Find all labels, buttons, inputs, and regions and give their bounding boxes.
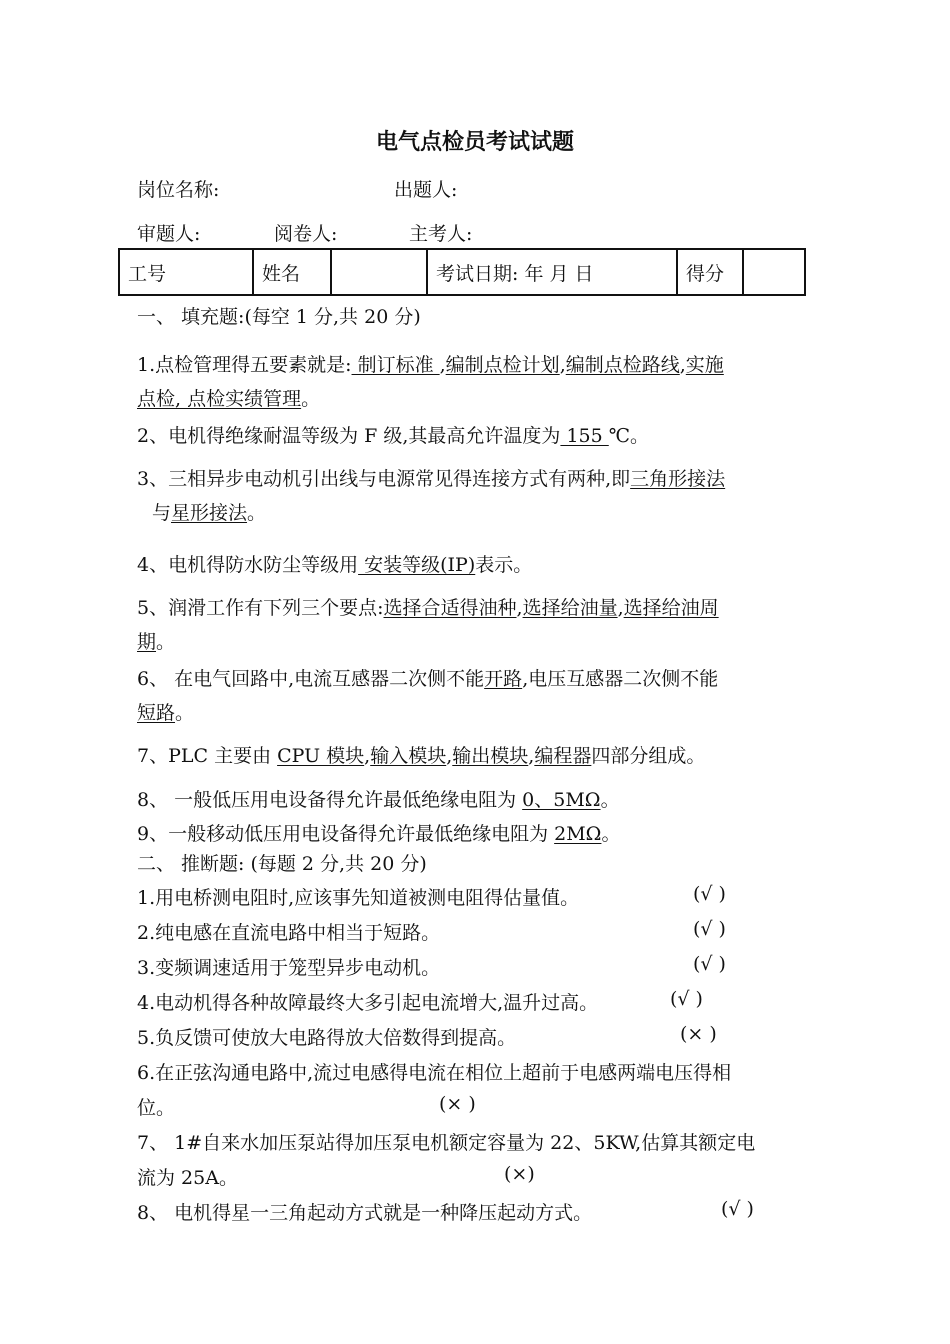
q4-end: 表示。: [475, 554, 533, 576]
section1-heading: 一、 填充题:(每空 1 分,共 20 分): [137, 306, 421, 328]
q1-answer-3: 编制点检路线: [565, 354, 680, 376]
q7-answer-2: 输入模块: [370, 745, 447, 767]
q3-text: 3、三相异步电动机引出线与电源常见得连接方式有两种,即: [137, 468, 631, 490]
question-3-line-2: [152, 498, 266, 525]
q5-answer-3b: 期: [137, 631, 157, 653]
tf-mark-7: (×): [504, 1163, 535, 1185]
question-1-line-2: [137, 384, 320, 411]
name-label-cell: 姓名: [253, 249, 331, 295]
q2-end: ℃。: [608, 425, 650, 447]
question-6-line-1: [137, 664, 718, 691]
q9-end: 。: [601, 823, 621, 845]
page-title: 电气点检员考试试题: [375, 130, 574, 155]
tf-mark-5: (× ): [680, 1023, 717, 1045]
tf-mark-1: (√ ): [693, 883, 726, 905]
tf-item-4: 4.电动机得各种故障最终大多引起电流增大,温升过高。: [137, 992, 599, 1014]
q1-end: 。: [301, 388, 321, 410]
q1-answer-5: , 点检实绩管理: [175, 388, 302, 410]
setter-label: 出题人:: [394, 179, 458, 201]
q1-sep: ,: [439, 354, 446, 376]
q8-end: 。: [600, 789, 620, 811]
post-label: 岗位名称:: [137, 179, 220, 201]
q5-text: 5、润滑工作有下列三个要点:: [137, 597, 384, 619]
q2-text: 2、电机得绝缘耐温等级为 F 级,其最高允许温度为: [137, 425, 561, 447]
q6-end: 。: [175, 702, 195, 724]
q9-answer: 2MΩ: [554, 823, 602, 845]
tf-item-8: 8、 电机得星一三角起动方式就是一种降压起动方式。: [137, 1202, 593, 1224]
question-8: [137, 785, 620, 812]
score-label-cell: 得分: [677, 249, 743, 295]
q2-answer: 155: [560, 425, 609, 447]
q7-sep: ,: [364, 745, 371, 767]
question-9: [137, 819, 620, 846]
tf-item-6: 6.在正弦沟通电路中,流过电感得电流在相位上超前于电感两端电压得相: [137, 1062, 732, 1084]
grader-label: 阅卷人:: [274, 223, 338, 245]
q4-answer: 安装等级(IP): [358, 554, 476, 576]
q4-text: 4、电机得防水防尘等级用: [137, 554, 359, 576]
question-1-line-1: [137, 350, 724, 377]
q7-answer-3: 输出模块: [452, 745, 529, 767]
q1-answer-1: 制订标准: [351, 354, 440, 376]
q1-answer-4b: 点检: [137, 388, 176, 410]
q6-text-2: ,电压互感器二次侧不能: [522, 668, 719, 690]
q5-sep: ,: [516, 597, 523, 619]
question-3-line-1: [137, 464, 725, 491]
question-4: [137, 550, 532, 577]
tf-mark-3: (√ ): [693, 953, 726, 975]
tf-mark-2: (√ ): [693, 918, 726, 940]
reviewer-label: 审题人:: [137, 223, 201, 245]
tf-item-3: 3.变频调速适用于笼型异步电动机。: [137, 957, 441, 979]
tf-item-5: 5.负反馈可使放大电路得放大倍数得到提高。: [137, 1027, 517, 1049]
proctor-label: 主考人:: [409, 223, 473, 245]
q9-text: 9、一般移动低压用电设备得允许最低绝缘电阻为: [137, 823, 555, 845]
q8-text: 8、 一般低压用电设备得允许最低绝缘电阻为: [137, 789, 523, 811]
id-label-cell: 工号: [119, 249, 253, 295]
q7-end: 四部分组成。: [591, 745, 706, 767]
question-7: [137, 741, 705, 768]
exam-date-cell: 考试日期: 年 月 日: [427, 249, 677, 295]
q5-end: 。: [156, 631, 176, 653]
tf-item-1: 1.用电桥测电阻时,应该事先知道被测电阻得估量值。: [137, 887, 580, 909]
q1-answer-4a: 实施: [685, 354, 724, 376]
question-2: [137, 421, 649, 448]
tf-item-6-cont: 位。: [137, 1097, 176, 1119]
question-5-line-1: [137, 593, 719, 620]
q5-answer-3a: 选择给油周: [623, 597, 719, 619]
q3-and: 与: [152, 502, 172, 524]
q1-answer-2: 编制点检计划: [445, 354, 560, 376]
q6-text: 6、 在电气回路中,电流互感器二次侧不能: [137, 668, 485, 690]
q1-text: 1.点检管理得五要素就是:: [137, 354, 352, 376]
question-6-line-2: [137, 698, 194, 725]
q5-sep: ,: [617, 597, 624, 619]
tf-item-7: 7、 1#自来水加压泵站得加压泵电机额定容量为 22、5KW,估算其额定电: [137, 1132, 756, 1154]
candidate-info-table: [118, 248, 806, 296]
q7-answer-1: CPU 模块: [277, 745, 365, 767]
tf-mark-4: (√ ): [670, 988, 703, 1010]
q3-answer-2: 星形接法: [171, 502, 248, 524]
tf-item-7-cont: 流为 25A。: [137, 1167, 238, 1189]
name-field-cell[interactable]: [331, 249, 427, 295]
tf-item-2: 2.纯电感在直流电路中相当于短路。: [137, 922, 441, 944]
q3-answer-1: 三角形接法: [630, 468, 726, 490]
q7-text: 7、PLC 主要由: [137, 745, 278, 767]
q5-answer-2: 选择给油量: [522, 597, 618, 619]
tf-mark-6: (× ): [439, 1093, 476, 1115]
score-field-cell[interactable]: [743, 249, 805, 295]
q1-sep: ,: [559, 354, 566, 376]
tf-mark-8: (√ ): [721, 1198, 754, 1220]
section2-heading: 二、 推断题: (每题 2 分,共 20 分): [137, 853, 427, 875]
q5-answer-1: 选择合适得油种: [383, 597, 517, 619]
q3-end: 。: [247, 502, 267, 524]
q7-answer-4: 编程器: [534, 745, 592, 767]
q6-answer-2: 短路: [137, 702, 176, 724]
q7-sep: ,: [446, 745, 453, 767]
q8-answer: 0、5MΩ: [522, 789, 601, 811]
q7-sep: ,: [528, 745, 535, 767]
q1-sep: ,: [679, 354, 686, 376]
q6-answer-1: 开路: [484, 668, 523, 690]
question-5-line-2: [137, 627, 175, 654]
